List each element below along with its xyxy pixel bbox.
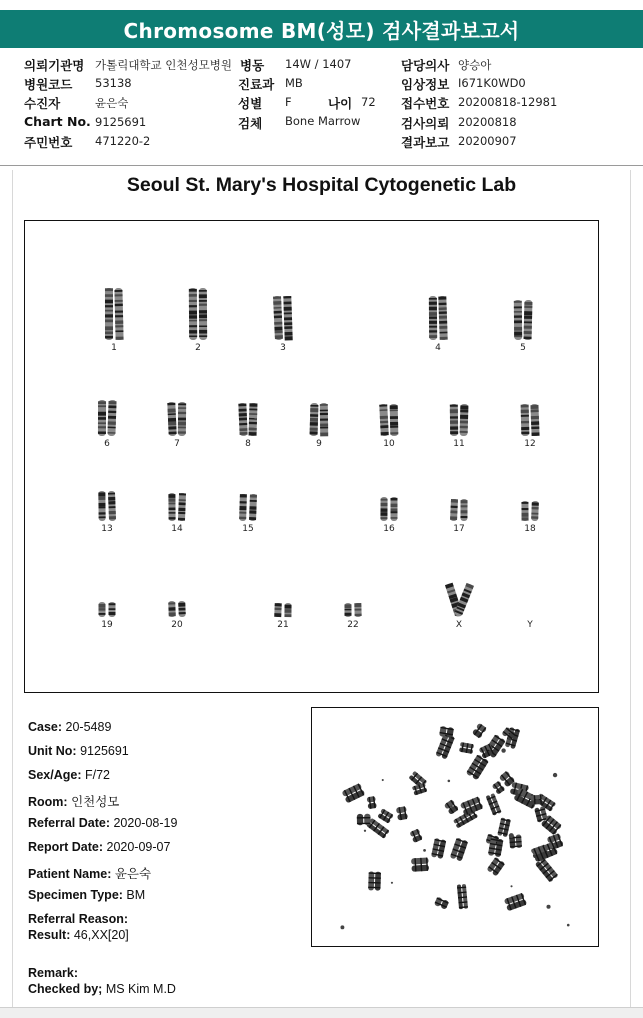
spread-debris [546, 905, 550, 909]
detail-case-value: 20-5489 [65, 720, 112, 734]
info-value-department: MB [285, 76, 303, 90]
detail-room-value: 인천성모 [71, 795, 120, 809]
spread-debris [364, 830, 366, 832]
report-title: Chromosome BM(성모) 검사결과보고서 [0, 10, 643, 48]
chromosome-label-19: 19 [101, 620, 113, 630]
detail-case-label: Case: [28, 720, 63, 734]
spread-chromosome [497, 817, 511, 837]
info-value-institution: 가톨릭대학교 인천성모병원 [95, 58, 232, 72]
chromosome-pair-y [526, 620, 533, 630]
detail-reason-label: Referral Reason: [28, 912, 129, 926]
detail-specimen-value: BM [126, 888, 146, 902]
chromosome-pair-8 [238, 403, 257, 449]
detail-unit-value: 9125691 [80, 744, 129, 758]
spread-chromosome [486, 857, 505, 877]
info-label-patient: 수진자 [24, 96, 61, 111]
detail-reason [28, 912, 128, 926]
info-label-hospital-code: 병원코드 [24, 77, 73, 92]
info-value-report-date: 20200907 [458, 134, 517, 148]
spread-chromosome [472, 723, 487, 739]
chromosome-label-20: 20 [171, 620, 183, 630]
chromosome-label-22: 22 [347, 620, 359, 630]
detail-remark-label: Remark: [28, 966, 79, 980]
info-value-hospital-code: 53138 [95, 76, 132, 90]
detail-room-label: Room: [28, 795, 68, 809]
lab-title: Seoul St. Mary's Hospital Cytogenetic Lab [126, 174, 517, 196]
info-label-age: 나이 [328, 96, 353, 111]
chromosome-label-5: 5 [520, 343, 526, 353]
detail-specimen [28, 888, 145, 902]
info-value-specimen: Bone Marrow [285, 114, 361, 128]
spread-chromosome [357, 814, 371, 826]
chromosome-pair-7 [167, 402, 186, 449]
chromosome-label-17: 17 [453, 524, 465, 534]
page-frame-right [630, 170, 631, 1008]
detail-unit-label: Unit No: [28, 744, 77, 758]
detail-sexage-value: F/72 [84, 768, 110, 782]
detail-result [28, 928, 129, 942]
chromosome-label-3: 3 [280, 343, 286, 353]
chromosome-pair-11 [450, 404, 469, 449]
spread-chromosome [367, 796, 377, 809]
patient-info-block [0, 52, 643, 164]
spread-debris [472, 807, 476, 811]
chromosome-pair-5 [514, 300, 533, 353]
chromosome-pair-2 [189, 288, 207, 353]
info-label-ward: 병동 [240, 58, 265, 73]
karyotype-panel [24, 220, 599, 693]
spread-chromosome [431, 838, 446, 859]
spread-chromosome [411, 857, 429, 871]
detail-checked [28, 982, 176, 996]
info-label-report-date: 결과보고 [401, 135, 450, 150]
detail-referral-date-value: 2020-08-19 [113, 816, 178, 830]
spread-chromosome [504, 893, 527, 912]
detail-referral-date-label: Referral Date: [28, 816, 110, 830]
chromosome-pair-15 [239, 494, 257, 534]
spread-debris [423, 849, 426, 852]
detail-referral-date [28, 816, 177, 830]
chromosome-label-9: 9 [316, 439, 322, 449]
spread-chromosome [377, 808, 394, 823]
detail-report-date-value: 2020-09-07 [106, 840, 171, 854]
chromosome-label-18: 18 [524, 524, 536, 534]
spread-debris [382, 779, 384, 781]
footer-bar [0, 1007, 643, 1018]
spread-chromosome [409, 828, 422, 843]
info-label-clinical-info: 임상정보 [401, 77, 450, 92]
spread-debris [448, 780, 451, 783]
detail-sexage-label: Sex/Age: [28, 768, 82, 782]
chromosome-label-y: Y [527, 620, 533, 630]
spread-chromosome [466, 754, 489, 780]
chromosome-label-10: 10 [383, 439, 395, 449]
chromosome-label-2: 2 [195, 343, 201, 353]
detail-patient-value: 윤은숙 [114, 867, 152, 881]
info-value-receipt-no: 20200818-12981 [458, 95, 558, 109]
chromosome-pair-14 [168, 493, 186, 534]
spread-debris [501, 748, 505, 752]
info-value-chart-no: 9125691 [95, 115, 147, 129]
page-frame-left [12, 170, 13, 1008]
chromosome-pair-20 [168, 601, 186, 630]
info-label-receipt-no: 접수번호 [401, 96, 450, 111]
detail-case [28, 720, 111, 734]
chromosome-label-6: 6 [104, 439, 110, 449]
metaphase-spread-panel [311, 707, 599, 947]
info-value-clinical-info: I671K0WD0 [458, 76, 526, 90]
detail-report-date-label: Report Date: [28, 840, 104, 854]
chromosome-pair-10 [379, 404, 398, 449]
chromosome-pair-12 [521, 404, 540, 449]
detail-remark [28, 966, 78, 980]
chromosome-pair-6 [98, 400, 117, 449]
chromosome-pair-17 [450, 499, 468, 534]
chromosome-pair-22 [344, 603, 361, 630]
info-label-doctor: 담당의사 [401, 58, 450, 73]
spread-chromosome [341, 783, 365, 803]
detail-sexage [28, 768, 110, 782]
chromosome-pair-13 [98, 491, 116, 534]
detail-result-label: Result: [28, 928, 71, 942]
spread-debris [510, 885, 512, 887]
spread-debris [567, 924, 570, 927]
info-label-sex: 성별 [238, 96, 263, 111]
info-value-request-date: 20200818 [458, 115, 517, 129]
spread-chromosome [492, 781, 506, 795]
spread-debris [553, 773, 557, 777]
detail-specimen-label: Specimen Type: [28, 888, 123, 902]
info-value-doctor: 양승아 [458, 58, 492, 72]
info-label-chart-no: Chart No. [24, 114, 91, 129]
chromosome-label-13: 13 [101, 524, 113, 534]
info-value-sex: F [285, 95, 292, 109]
spread-chromosome [460, 796, 484, 816]
spread-debris [340, 925, 344, 929]
info-label-department: 진료과 [238, 77, 275, 92]
karyotype-image [25, 221, 600, 694]
chromosome-pair-18 [521, 501, 538, 534]
info-value-resident-no: 471220-2 [95, 134, 151, 148]
chromosome-label-16: 16 [383, 524, 395, 534]
detail-result-value: 46,XX[20] [73, 928, 129, 942]
chromosome-pair-16 [380, 497, 397, 534]
spread-chromosome [459, 742, 474, 754]
chromosome-label-21: 21 [277, 620, 289, 630]
detail-checked-value: MS Kim M.D [105, 982, 176, 996]
spread-chromosome [457, 884, 468, 909]
chromosome-pair-21 [274, 603, 291, 630]
chromosome-pair-4 [429, 296, 448, 353]
chromosome-label-x: X [455, 620, 463, 630]
info-label-institution: 의뢰기관명 [24, 58, 85, 73]
spread-chromosome [450, 837, 469, 861]
spread-chromosome [412, 783, 428, 796]
detail-unit [28, 744, 129, 758]
chromosome-pair-19 [98, 602, 115, 630]
chromosome-label-15: 15 [242, 524, 254, 534]
chromosome-pair-x [445, 583, 474, 630]
info-label-specimen: 검체 [238, 116, 263, 131]
info-label-resident-no: 주민번호 [24, 135, 73, 150]
header-divider [0, 165, 643, 166]
detail-checked-label: Checked by; [28, 982, 103, 996]
info-value-patient: 윤은숙 [95, 96, 129, 110]
info-value-age: 72 [361, 95, 376, 109]
chromosome-pair-1 [105, 288, 124, 353]
spread-debris [450, 805, 453, 808]
chromosome-label-8: 8 [245, 439, 251, 449]
spread-chromosome [434, 897, 449, 910]
chromosome-pair-9 [310, 403, 329, 449]
chromosome-label-11: 11 [453, 439, 465, 449]
chromosome-label-12: 12 [524, 439, 536, 449]
detail-patient [28, 864, 151, 882]
detail-room [28, 792, 119, 810]
spread-debris [509, 833, 514, 838]
metaphase-spread-image [312, 708, 600, 948]
spread-chromosome [486, 793, 502, 816]
chromosome-pair-3 [273, 296, 293, 353]
detail-patient-label: Patient Name: [28, 867, 112, 881]
chromosome-label-14: 14 [171, 524, 183, 534]
info-value-ward: 14W / 1407 [285, 57, 352, 71]
info-label-request-date: 검사의뢰 [401, 116, 450, 131]
detail-report-date [28, 840, 170, 854]
spread-chromosome [368, 871, 381, 890]
spread-debris [391, 882, 393, 884]
chromosome-label-7: 7 [174, 439, 180, 449]
spread-chromosome [396, 806, 408, 820]
chromosome-label-4: 4 [435, 343, 441, 353]
chromosome-label-1: 1 [111, 343, 117, 353]
